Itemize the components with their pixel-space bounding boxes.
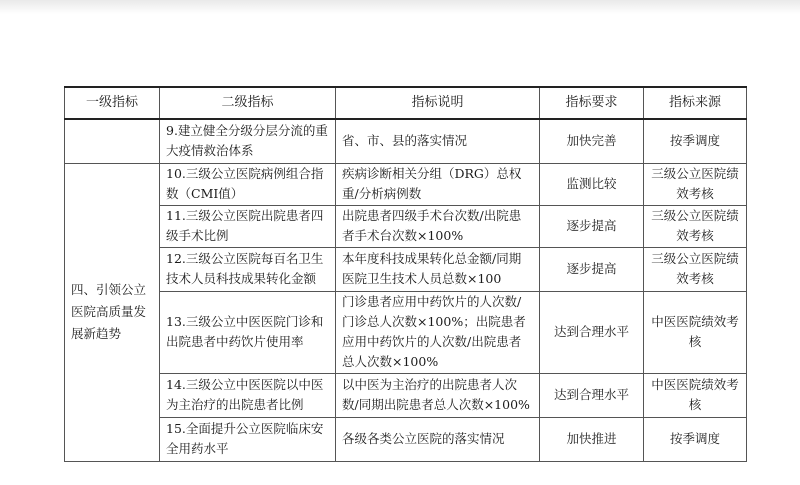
table-row <box>65 417 747 461</box>
description-cell: 出院患者四级手术台次数/出院患者手术台次数×100% <box>336 205 540 247</box>
description-cell: 省、市、县的落实情况 <box>336 119 540 163</box>
header-level1: 一级指标 <box>65 87 160 119</box>
top-shadow <box>0 0 800 14</box>
source-cell: 按季调度 <box>644 119 747 163</box>
source-cell: 三级公立医院绩效考核 <box>644 247 747 291</box>
indicator-table <box>64 86 747 462</box>
description-cell: 门诊患者应用中药饮片的人次数/门诊总人次数×100%；出院患者应用中药饮片的人次数/出院患者总人次数×100% <box>336 291 540 373</box>
table-row <box>65 373 747 417</box>
header-level2: 二级指标 <box>160 87 336 119</box>
description-cell: 各级各类公立医院的落实情况 <box>336 417 540 461</box>
header-source: 指标来源 <box>644 87 747 119</box>
level2-cell: 13.三级公立中医医院门诊和出院患者中药饮片使用率 <box>160 291 336 373</box>
table-row <box>65 205 747 247</box>
requirement-cell: 逐步提高 <box>540 247 644 291</box>
level2-cell: 12.三级公立医院每百名卫生技术人员科技成果转化金额 <box>160 247 336 291</box>
description-cell: 以中医为主治疗的出院患者人次数/同期出院患者总人次数×100% <box>336 373 540 417</box>
source-cell: 中医医院绩效考核 <box>644 291 747 373</box>
requirement-cell: 达到合理水平 <box>540 291 644 373</box>
table-header-row <box>65 87 747 119</box>
header-description: 指标说明 <box>336 87 540 119</box>
table-row <box>65 291 747 373</box>
table-row <box>65 163 747 205</box>
requirement-cell: 达到合理水平 <box>540 373 644 417</box>
level2-cell: 14.三级公立中医医院以中医为主治疗的出院患者比例 <box>160 373 336 417</box>
level2-cell: 15.全面提升公立医院临床安全用药水平 <box>160 417 336 461</box>
table-row <box>65 119 747 163</box>
header-requirement: 指标要求 <box>540 87 644 119</box>
requirement-cell: 加快完善 <box>540 119 644 163</box>
requirement-cell: 加快推进 <box>540 417 644 461</box>
source-cell: 中医医院绩效考核 <box>644 373 747 417</box>
table-row <box>65 247 747 291</box>
source-cell: 按季调度 <box>644 417 747 461</box>
requirement-cell: 监测比较 <box>540 163 644 205</box>
description-cell: 本年度科技成果转化总金额/同期医院卫生技术人员总数×100 <box>336 247 540 291</box>
source-cell: 三级公立医院绩效考核 <box>644 205 747 247</box>
requirement-cell: 逐步提高 <box>540 205 644 247</box>
level2-cell: 11.三级公立医院出院患者四级手术比例 <box>160 205 336 247</box>
level2-cell: 10.三级公立医院病例组合指数（CMI值） <box>160 163 336 205</box>
level2-cell: 9.建立健全分级分层分流的重大疫情救治体系 <box>160 119 336 163</box>
level1-group-cell: 四、引领公立医院高质量发展新趋势 <box>65 163 160 461</box>
description-cell: 疾病诊断相关分组（DRG）总权重/分析病例数 <box>336 163 540 205</box>
source-cell: 三级公立医院绩效考核 <box>644 163 747 205</box>
level1-cell-empty <box>65 119 160 163</box>
